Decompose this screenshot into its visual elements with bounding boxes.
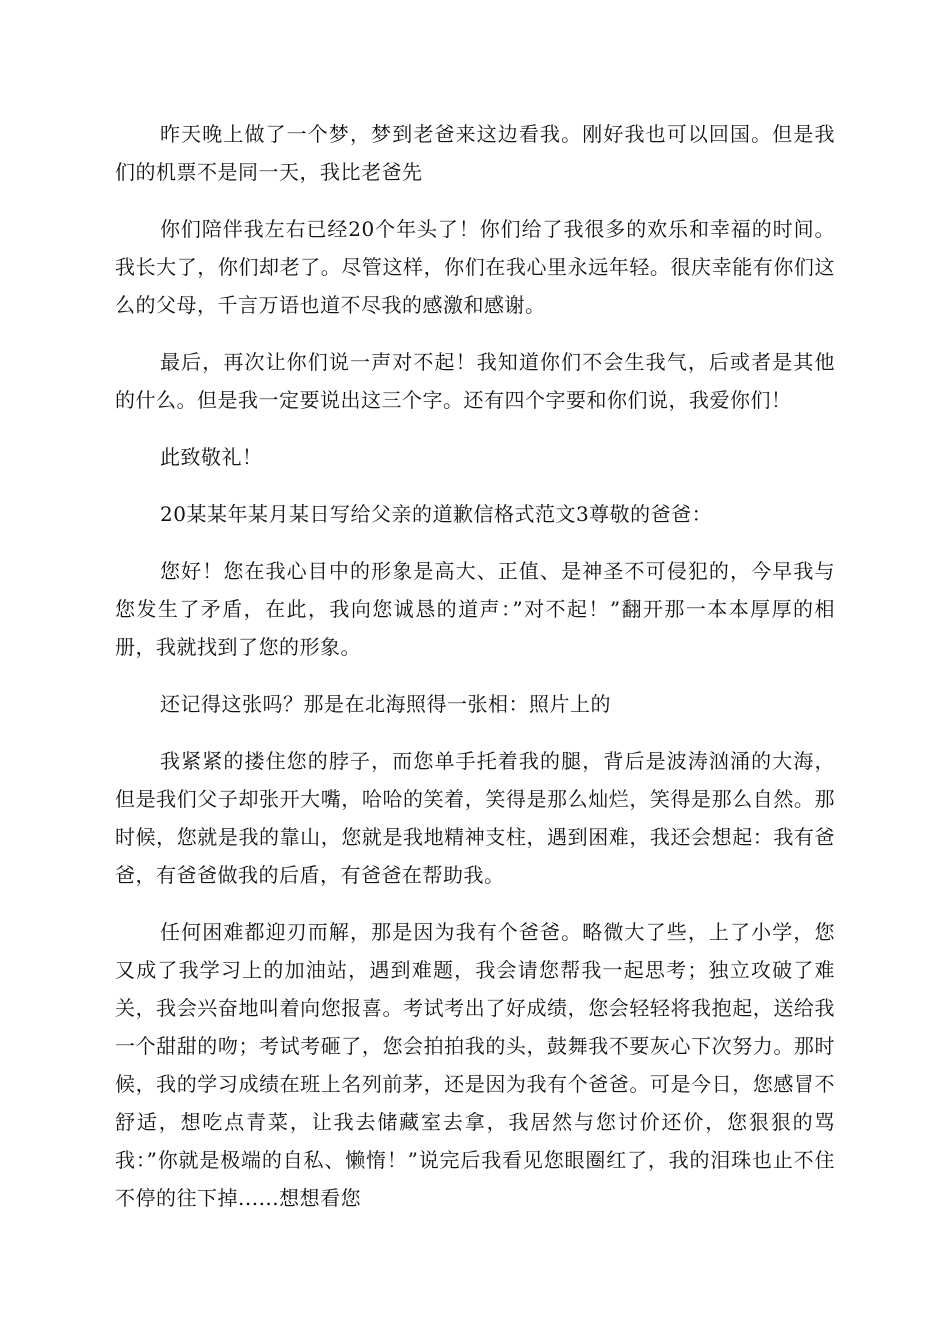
paragraph-school: 任何困难都迎刃而解，那是因为我有个爸爸。略微大了些，上了小学，您又成了我学习上的加油站，遇到难题，我会请您帮我一起思考；独立攻破了难关，我会兴奋地叫着向您报喜。考试考出了好成绩，您会轻轻将我抱起，送给我一个甜甜的吻；考试考砸了，您会拍拍我的头，鼓舞我不要灰心下次努力。那时候，我的学习成绩在班上名列前茅，还是因为我有个爸爸。可是今日，您感冒不舒适，想吃点青菜，让我去储藏室去拿，我居然与您讨价还价，您狠狠的骂我：”你就是极端的自私、懒惰！”说完后我看见您眼圈红了，我的泪珠也止不住不停的往下掉......想想看您 xyxy=(115,920,835,1210)
paragraph-dream: 昨天晚上做了一个梦，梦到老爸来这边看我。刚好我也可以回国。但是我们的机票不是同一天，我比老爸先 xyxy=(115,122,835,184)
paragraph-photo: 还记得这张吗？那是在北海照得一张相：照片上的 xyxy=(160,692,611,716)
paragraph-memory: 我紧紧的搂住您的脖子，而您单手托着我的腿，背后是波涛汹涌的大海，但是我们父子却张开大嘴，哈哈的笑着，笑得是那么灿烂，笑得是那么自然。那时候，您就是我的靠山，您就是我地精神支柱，遇到困难，我还会想起：我有爸爸，有爸爸做我的后盾，有爸爸在帮助我。 xyxy=(115,749,835,887)
paragraph-letter-heading: 20某某年某月某日写给父亲的道歉信格式范文3尊敬的爸爸： xyxy=(160,502,713,526)
paragraph-apology: 最后，再次让你们说一声对不起！我知道你们不会生我气，后或者是其他的什么。但是我一定要说出这三个字。还有四个字要和你们说，我爱你们！ xyxy=(115,350,835,412)
paragraph-closing: 此致敬礼！ xyxy=(160,445,263,469)
paragraph-gratitude: 你们陪伴我左右已经20个年头了！你们给了我很多的欢乐和幸福的时间。我长大了，你们却老了。尽管这样，你们在我心里永远年轻。很庆幸能有你们这么的父母，千言万语也道不尽我的感激和感谢。 xyxy=(115,217,835,317)
paragraph-greeting: 您好！您在我心目中的形象是高大、正值、是神圣不可侵犯的，今早我与您发生了矛盾，在此，我向您诚恳的道声：”对不起！”翻开那一本本厚厚的相册，我就找到了您的形象。 xyxy=(115,559,835,659)
document-page xyxy=(115,115,835,1236)
